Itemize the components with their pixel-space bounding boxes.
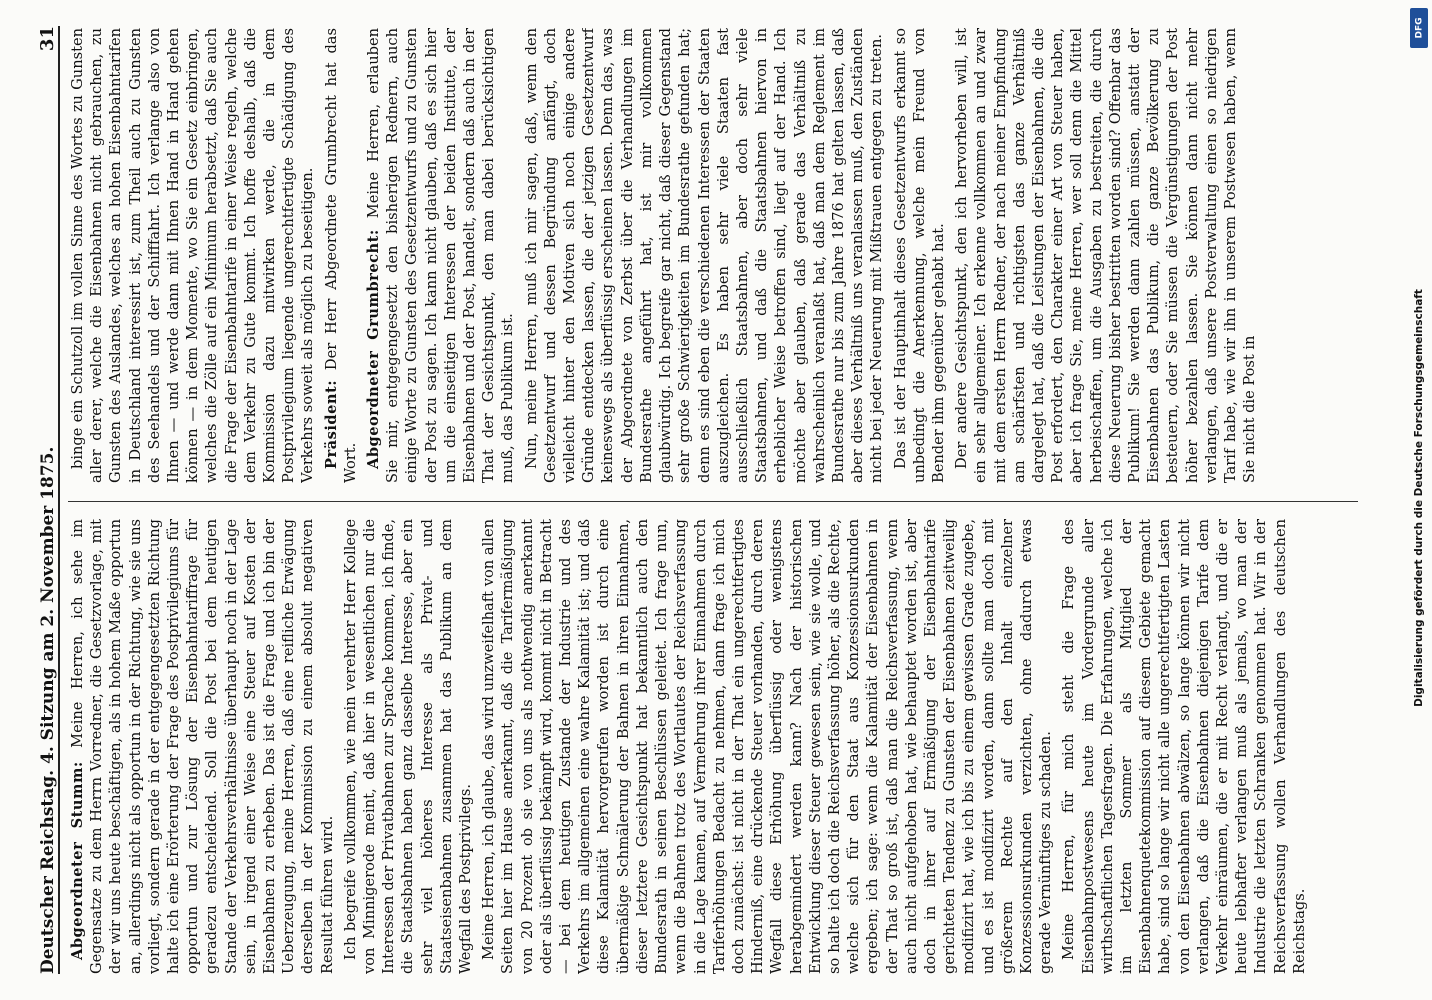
dfg-logo: DFG bbox=[1410, 8, 1428, 48]
paragraph-text: binge ein Schutzoll im vollen Sinne des Wortes zu Gunsten aller derer, welche die Eisenbahnen nicht gebrauchen, zu Gunsten des Auslandes, welches an hohen Eisenbahntarifen in Deutschland interessirt ist, zum Theil auch zu Gunsten des Seehandels und der Schifffahrt. Ich verlange also von Ihnen — und werde dann mit Ihnen Hand in Hand gehen können — in dem Momente, wo Sie ein Gesetz einbringen, welches die Zölle auf ein Minimum herabsetzt, daß Sie auch die Frage der Eisenbahntarife in einer Weise regeln, welche dem Verkehr zu Gute kommt. Ich hoffe deshalb, daß die Kommission dazu mitwirken werde, die in dem Postprivilegium liegende ungerechtfertigte Schädigung des Verkehrs soweit als möglich zu beseitigen. bbox=[69, 28, 317, 483]
speaker-name: Abgeordneter Stumm: bbox=[69, 747, 86, 960]
paragraph-text: Der andere Gesichtspunkt, den ich hervorheben will, ist ein sehr allgemeiner. Ich erkenne vollkommen an und zwar mit dem ersten Herrn Redner, der nach meiner Empfindung am schärfsten und richtigsten das ganze Verhältniß dargelegt hat, daß die Leistungen der Eisenbahnen, die die Post erfordert, den Charakter einer Art von Steuer haben, aber ich frage Sie, meine Herren, wer soll denn die Mittel herbeischaffen, um die Ausgaben zu bestreiten, die durch diese Neuerung bisher bestritten worden sind? Offenbar das Publikum! Sie werden dann zahlen müssen, anstatt der Eisenbahnen das Publikum, die ganze Bevölkerung zu besteuern, oder Sie müssen die Vergünstigungen der Post höher bezahlen lassen. Sie können dann nicht mehr verlangen, daß unsere Postverwaltung einen so niedrigen Tarif habe, wie wir ihn in unserem Postwesen haben, wenn Sie nicht die Post in bbox=[953, 28, 1259, 483]
left-column bbox=[68, 519, 1398, 974]
paragraph-text: Meine Herren, erlauben Sie mir, entgegengesetzt den bisherigen Rednern, auch einige Worte zu Gunsten des Gesetzentwurfs und zu Gunsten der Post zu sagen. Ich kann nicht glauben, daß es sich hier um die einseitigen Interessen der beiden Institute, der Eisenbahnen und der Post, handelt, sondern daß auch in der That der Gesichtspunkt, den man dabei berücksichtigen muß, das Publikum ist. bbox=[365, 28, 517, 483]
paragraph bbox=[364, 28, 518, 483]
rotated-page-content bbox=[16, 20, 1416, 980]
dfg-sidebar bbox=[1408, 8, 1430, 993]
paragraph-text: Meine Herren, für mich steht die Frage des Eisenbahnpostwesens heute im Vordergrunde aller wirthschaftlichen Tagesfragen. Die Erfahrungen, welche ich im letzten Sommer als Mitglied der Eisenbahnenquetekommission auf diesem Gebiete gemacht habe, sind so lange wir nicht alle ungerechtfertigten Lasten von den Eisenbahnen abwälzen, so lange können wir nicht verlangen, daß die Eisenbahnen diejenigen Tarife dem Verkehr einräumen, die er mit Recht verlangt, und die er heute lebhafter verlangen muß als jemals, wo man der Industrie die letzten Schranken genommen hat. Wir in der Reichsverfassung wollen Verhandlungen des deutschen Reichstags. bbox=[1060, 519, 1308, 974]
paragraph bbox=[891, 28, 949, 483]
paragraph-text: Meine Herren, ich glaube, das wird unzweifelhaft von allen Seiten hier im Hause anerkannt, daß die Tarifermäßigung von 20 Prozent ob sie von uns als nothwendig anerkannt oder als überflüssig bekämpft wird, kommt nicht in Betracht — bei dem heutigen Zustande der Industrie und des Verkehrs im allgemeinen eine wahre Kalamität ist; und daß diese Kalamität hervorgerufen worden ist durch eine übermäßige Schmälerung der Bahnen in ihren Einnahmen, dieser letztere Gesichtspunkt hat bekanntlich auch den Bundesrath in seinen Beschlüssen geleitet. Ich frage nun, wenn die Bahnen trotz des Wortlautes der Reichsverfassung in die Lage kamen, auf Vermehrung ihrer Einnahmen durch Tariferhöhungen Bedacht zu nehmen, dann frage ich mich doch zunächst: ist nicht in der That ein ungerechtfertigtes Hinderniß, eine drückende Steuer vorhanden, durch deren Wegfall diese Erhöhung überflüssig oder wenigstens herabgemindert werden kann? Nach der historischen Entwicklung dieser Steuer gewesen sein, wie sie wolle, und so halte ich doch die Reichsverfassung höher, als die Rechte, welche sich für den Staat aus Konzessionsurkunden ergeben; ich sage: wenn die Kalamität der Eisenbahnen in der That so groß ist, daß man die Reichsverfassung, wenn auch nicht aufgehoben hat, wie behauptet worden ist, aber doch in ihrer auf Ermäßigung der Eisenbahntarife gerichteten Tendenz zu Gunsten der Eisenbahnen zeitweilig modifizirt hat, wie ich bis zu einem gewissen Grade zugebe, und es ist modifizirt worden, dann sollte man doch mit größerem Rechte auf den Inhalt einzelner Konzessionsurkunden verzichten, ohne dadurch etwas gerade Vernünftiges zu schaden. bbox=[480, 519, 1055, 974]
dfg-credit-text: Digitalisierung gefördert durch die Deutsche Forschungsgemeinschaft bbox=[1413, 289, 1425, 707]
speaker-name: Abgeordneter Grumbrecht: bbox=[365, 218, 383, 469]
paragraph bbox=[522, 28, 887, 483]
column-divider bbox=[68, 501, 1358, 502]
paragraph bbox=[68, 28, 318, 483]
speaker-name: Präsident: bbox=[322, 370, 340, 469]
page-header bbox=[28, 26, 60, 974]
paragraph bbox=[322, 28, 360, 483]
paragraph-text: Das ist der Hauptinhalt dieses Gesetzentwurfs erkannt so unbedingt die Anerkennung, welche mein Freund von Bender ihm gegenüber gehabt hat. bbox=[891, 28, 947, 483]
paragraph bbox=[952, 28, 1259, 483]
page-number: 31 bbox=[37, 26, 58, 52]
paragraph bbox=[341, 519, 475, 974]
paragraph-text: Nun, meine Herren, muß ich mir sagen, daß, wenn den Gesetzentwurf und dessen Begründung anfängt, doch vielleicht hinter den Motiven sich noch einige andere Gründe entdecken lassen, die der jetzigen Gesetzentwurf keineswegs als überflüssig erscheinen lassen. Denn das, was der Abgeordnete von Zerbst über die Verhandlungen im Bundesrathe angeführt hat, ist mir vollkommen glaubwürdig. Ich begreife gar nicht, daß dieser Gegenstand sehr große Schwierigkeiten im Bundesrathe gefunden hat; denn es sind eben die verschiedenen Interessen der Staaten auszugleichen. Es haben sehr viele Staaten fast ausschließlich Staatsbahnen, aber doch sehr viele Staatsbahnen, und daß die Staatsbahnen hiervon in erheblicher Weise betroffen sind, liegt auf der Hand. Ich möchte aber glauben, daß gerade das Verhältniß zu wahrscheinlich veranlaßt hat, daß man dem Reglement im Bundesrathe nur bis zum Jahre 1876 hat gelten lassen, daß aber dieses Verhältniß uns veranlassen muß, den Zuständen nicht bei jeder Neuerung mit Mißtrauen entgegen zu treten. bbox=[522, 28, 886, 483]
paragraph-text: Der Herr Abgeordnete Grumbrecht hat das Wort. bbox=[322, 28, 359, 483]
header-title: Deutscher Reichstag. 4. Sitzung am 2. November 1875. bbox=[38, 446, 58, 974]
paragraph bbox=[68, 519, 337, 974]
paragraph-text: Meine Herren, ich sehe im Gegensatze zu dem Herrn Vorredner, die Gesetzvorlage, mit der wir uns heute beschäftigen, als in hohem Maße opportun an, allerdings nicht als opportun in der Richtung, wie sie uns vorliegt, sondern gerade in der entgegengesetzten Richtung halte ich eine Erörterung der Frage des Postprivilegiums für opportun und zur Lösung der Eisenbahntariffrage für geradezu entscheidend. Soll die Post bei dem heutigen Stande der Verkehrsverhältnisse überhaupt noch in der Lage sein, in irgend einer Weise eine Steuer auf Kosten der Eisenbahnen zu erheben. Das ist die Frage und ich bin der Ueberzeugung, meine Herren, daß eine reifliche Erwägung derselben in der Kommission zu einem absolut negativen Resultat führen wird. bbox=[69, 519, 336, 974]
right-column bbox=[68, 28, 1398, 483]
paragraph bbox=[479, 519, 1055, 974]
paragraph bbox=[1059, 519, 1309, 974]
paragraph-text: Ich begreife vollkommen, wie mein verehrter Herr Kollege von Minnigerode meint, daß hier in wesentlichen nur die Interessen der Privatbahnen zur Sprache kommen, ich finde, die Staatsbahnen haben ganz dasselbe Interesse, aber ein sehr viel höheres Interesse als Privat- und Staatseisenbahnen zusammen hat das Publikum an dem Wegfall des Postprivilegs. bbox=[341, 519, 475, 974]
